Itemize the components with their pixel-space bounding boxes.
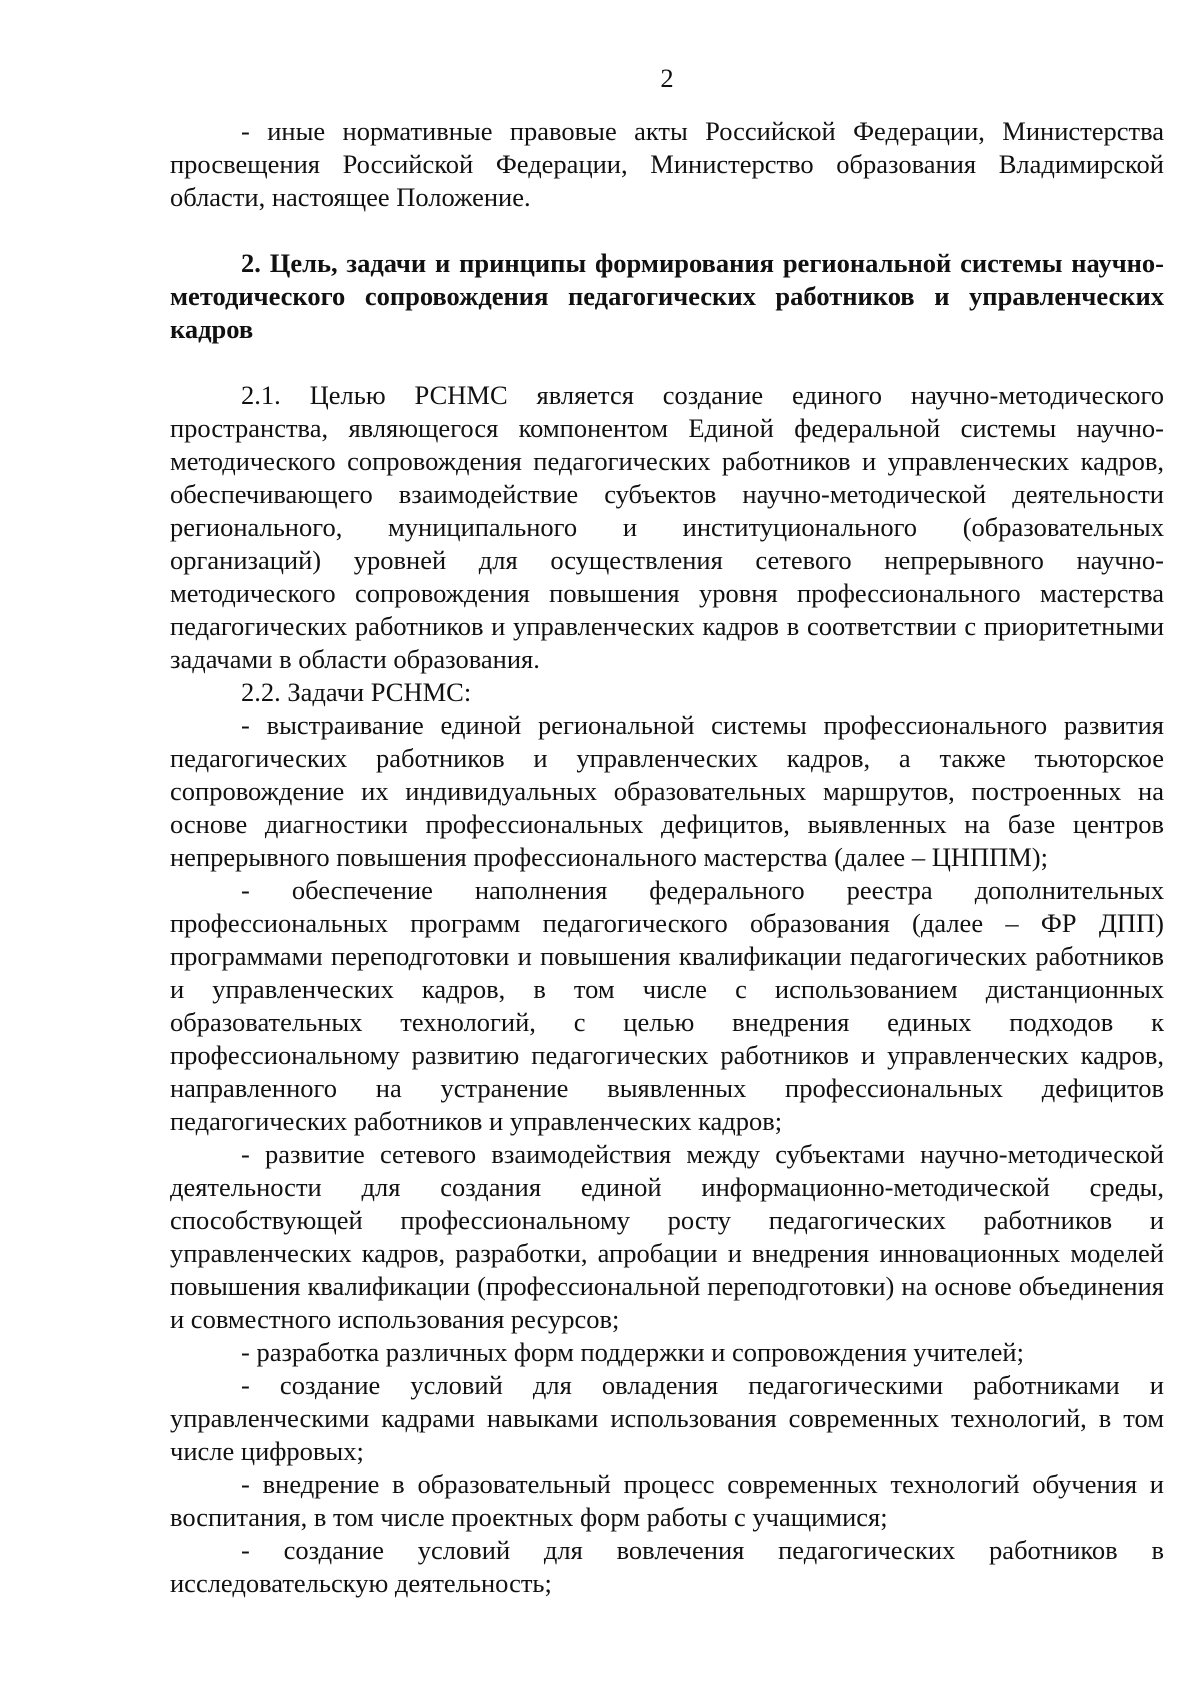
task-item: - выстраивание единой региональной системы профессионального развития педагогических работников и управленческих кадров, а также тьюторское сопровождение их индивидуальных образовательных маршрутов, построенных на основе диагностики профессиональных дефицитов, выявленных на базе центров непрерывного повышения профессионального мастерства (далее – ЦНППМ);	[170, 710, 1164, 872]
page-number: 2	[660, 63, 674, 93]
task-item: - создание условий для овладения педагогическими работниками и управленческими кадрами навыками использования современных технологий, в том числе цифровых;	[170, 1370, 1164, 1466]
section-heading: 2. Цель, задачи и принципы формирования региональной системы научно-методического сопровождения педагогических работников и управленческих кадров	[170, 248, 1164, 344]
task-item: - развитие сетевого взаимодействия между субъектами научно-методической деятельности для создания единой информационно-методической среды, способствующей профессиональному росту педагогических работников и управленческих кадров, разработки, апробации и внедрения инновационных моделей повышения квалификации (профессиональной переподготовки) на основе объединения и совместного использования ресурсов;	[170, 1139, 1164, 1334]
paragraph-2-2: 2.2. Задачи РСНМС:	[241, 677, 472, 707]
task-item: - обеспечение наполнения федерального реестра дополнительных профессиональных программ педагогического образования (далее – ФР ДПП) программами переподготовки и повышения квалификации педагогических работников и управленческих кадров, в том числе с использованием дистанционных образовательных технологий, с целью внедрения единых подходов к профессиональному развитию педагогических работников и управленческих кадров, направленного на устранение выявленных профессиональных дефицитов педагогических работников и управленческих кадров;	[170, 875, 1164, 1136]
paragraph-2-1: 2.1. Целью РСНМС является создание единого научно-методического пространства, являющегося компонентом Единой федеральной системы научно-методического сопровождения педагогических работников и управленческих кадров, обеспечивающего взаимодействие субъектов научно-методической деятельности регионального, муниципального и институционального (образовательных организаций) уровней для осуществления сетевого непрерывного научно-методического сопровождения повышения уровня профессионального мастерства педагогических работников и управленческих кадров в соответствии с приоритетными задачами в области образования.	[170, 380, 1164, 674]
intro-paragraph: - иные нормативные правовые акты Российской Федерации, Министерства просвещения Российской Федерации, Министерство образования Владимирской области, настоящее Положение.	[170, 116, 1164, 212]
task-item: - разработка различных форм поддержки и сопровождения учителей;	[241, 1337, 1024, 1367]
task-item: - внедрение в образовательный процесс современных технологий обучения и воспитания, в том числе проектных форм работы с учащимися;	[170, 1469, 1164, 1532]
document-page	[170, 62, 1164, 1600]
task-item: - создание условий для вовлечения педагогических работников в исследовательскую деятельность;	[170, 1535, 1164, 1598]
